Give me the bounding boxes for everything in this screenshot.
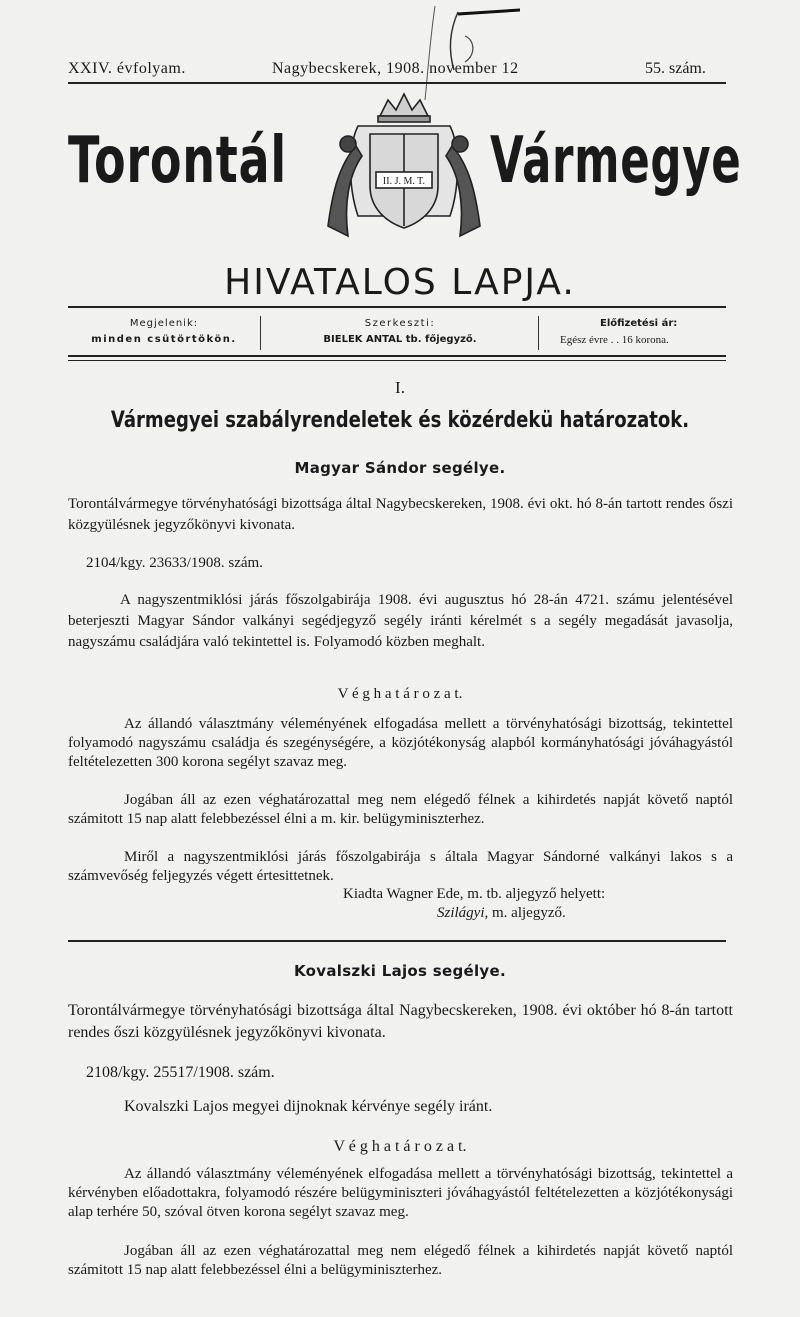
info-divider-2 — [538, 316, 539, 350]
article1-signature-line1: Kiadta Wagner Ede, m. tb. aljegyző helyett: — [343, 886, 606, 902]
info-editor-label: Szerkeszti: — [364, 318, 436, 329]
article1-intro: Torontálvármegye törvényhatósági bizottsága által Nagybecskereken, 1908. évi okt. hó 8-án tartott rendes őszi közgyülésnek jegyzőkönyvi kivonata. — [68, 496, 733, 533]
coat-of-arms-emblem — [318, 86, 490, 246]
signatory-name: Szilágyi, — [437, 905, 489, 921]
article1-title: Magyar Sándor segélye. — [294, 459, 506, 477]
info-price-label: Előfizetési ár: — [600, 318, 678, 329]
article1-para1: Az állandó választmány véleményének elfogadása mellett a törvényhatósági bizottság, tekintettel folyamodó nagyszámu családja és szegénységére, a közjótékonyság alapból kormányhatósági jóváhagyástól feltételezetten 300 korona segélyt szavaz meg. — [68, 716, 733, 770]
info-frequency-value: minden csütörtökön. — [91, 334, 237, 345]
article1-para2: Jogában áll az ezen véghatározattal meg nem elégedő félnek a kihirdetés napját követő naptól számitott 15 nap alatt felebbezéssel élni a m. kir. belügyminiszterhez. — [68, 792, 733, 827]
article1-signature-line2 — [437, 905, 566, 922]
article2-para2: Jogában áll az ezen véghatározattal meg nem elégedő félnek a kihirdetés napját követő naptól számitott 15 nap alatt felebbezéssel élni a belügyminiszterhez. — [68, 1243, 733, 1278]
masthead-rule-thick — [68, 306, 726, 308]
article1-body: A nagyszentmiklósi járás főszolgabirája 1908. évi augusztus hó 28-án 4721. számu jelentésével beterjeszti Magyar Sándor valkányi segédjegyző segély iránti kérelmét s a segély megadását javasolja, nagyszámu családjára való tekintettel is. Folyamodó közben meghalt. — [68, 592, 733, 650]
issue-number: 55. szám. — [645, 60, 706, 77]
info-rule-1 — [68, 355, 726, 357]
article-separator — [68, 940, 726, 942]
masthead-subtitle: HIVATALOS LAPJA. — [224, 262, 576, 303]
article2-resolution-heading: V é g h a t á r o z a t. — [333, 1138, 467, 1155]
info-frequency-label: Megjelenik: — [129, 318, 199, 329]
info-editor-value: BIELEK ANTAL tb. főjegyző. — [323, 334, 477, 345]
article2-body: Kovalszki Lajos megyei dijnoknak kérvénye segély iránt. — [124, 1098, 493, 1115]
article1-para3: Miről a nagyszentmiklósi járás főszolgabirája s általa Magyar Sándorné valkányi lakos s a számvevőség feljegyzés végett értesittetnek. — [68, 849, 733, 884]
place-date: Nagybecskerek, 1908. november 12 — [272, 60, 519, 77]
masthead-title-left: Torontál — [68, 124, 287, 198]
section-title: Vármegyei szabályrendeletek és közérdekü határozatok. — [110, 408, 690, 433]
section-numeral: I. — [395, 378, 405, 397]
info-price-value: Egész évre . . 16 korona. — [560, 334, 669, 346]
info-rule-2 — [68, 360, 726, 361]
masthead-title-right: Vármegye — [490, 124, 742, 198]
article1-resolution-heading: V é g h a t á r o z a t. — [337, 686, 463, 702]
article2-para1: Az állandó választmány véleményének elfogadása mellett a törvényhatósági bizottság, tekintettel a kérvényben előadottakra, folyamodó részére belügyminiszteri jóváhagyástól feltételezetten a közjótékonysági alap terhére 50, szóval ötven korona segélyt szavaz meg. — [68, 1166, 733, 1220]
article2-intro: Torontálvármegye törvényhatósági bizottsága által Nagybecskereken, 1908. évi október hó 8-án tartott rendes őszi közgyülésnek jegyzőkönyvi kivonata. — [68, 1002, 733, 1041]
article2-title: Kovalszki Lajos segélye. — [294, 962, 506, 980]
crest-inscription: II. J. M. T. — [382, 176, 426, 187]
article2-reference: 2108/kgy. 25517/1908. szám. — [86, 1064, 275, 1081]
header-rule — [68, 82, 726, 84]
article1-reference: 2104/kgy. 23633/1908. szám. — [86, 555, 263, 571]
volume-label: XXIV. évfolyam. — [68, 60, 186, 77]
info-divider-1 — [260, 316, 261, 350]
signatory-title: m. aljegyző. — [488, 905, 566, 921]
